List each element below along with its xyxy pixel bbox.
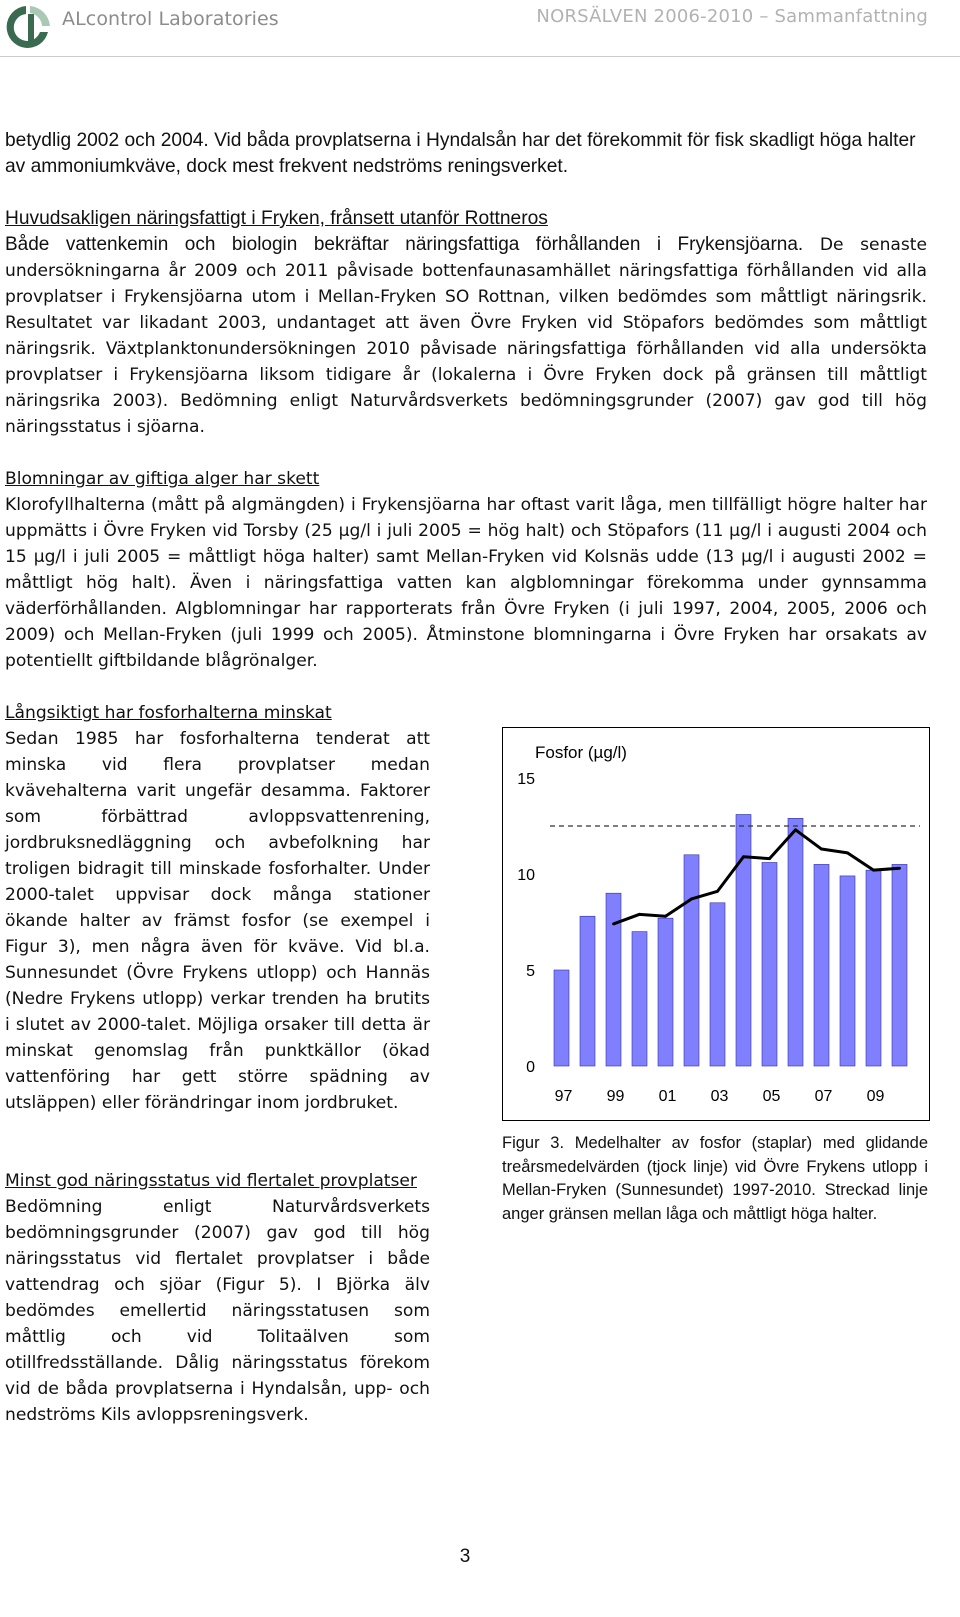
trend-point (898, 867, 901, 870)
trend-point (664, 915, 667, 918)
section-lead-text: Både vattenkemin och biologin bekräftar näringsfattiga förhållanden i Frykensjöarna. (5, 234, 804, 255)
bar (684, 855, 699, 1066)
phosphorus-chart (502, 727, 930, 1125)
logo-text: ALcontrol Laboratories (62, 8, 279, 30)
phosphorus-chart-svg (502, 727, 930, 1121)
section-algae (5, 466, 927, 674)
bar (866, 870, 881, 1066)
figure-caption: Figur 3. Medelhalter av fosfor (staplar) med glidande treårsmedelvärden (tjock linje) vid Övre Frykens utlopp i Mellan-Fryken (Sunnesundet) 1997-2010. Streckad linje anger gränsen mellan låga och måttligt höga halter. (502, 1134, 928, 1223)
bar (840, 876, 855, 1066)
x-tick-label: 05 (762, 1088, 781, 1105)
bar (788, 818, 803, 1066)
page-header (0, 0, 960, 58)
bar (554, 970, 569, 1066)
x-tick-label: 07 (814, 1088, 833, 1105)
y-tick-label: 0 (526, 1059, 535, 1076)
y-tick-label: 5 (526, 963, 535, 980)
section-body-text: De senaste undersökningarna år 2009 och 2011 påvisade bottenfaunasamhället näringsfattiga förhållanden vid alla provplatser i Frykensjöarna utom i Mellan-Fryken SO Rottnan, vilken bedömdes som måttligt näringsrik. Resultatet var likadant 2003, undantaget att även Övre Fryken vid Stöpafors bedömdes som måttligt näringsrik. Växtplanktonundersökningen 2010 påvisade näringsfattiga förhållanden vid alla undersökta provplatser i Frykensjöarna liksom tidigare år (lokalerna i Övre Fryken dock på gränsen till måttligt näringsrika 2003). Bedömning enligt Naturvårdsverkets bedömningsgrunder (2007) gav god till hög näringsstatus i sjöarna. (5, 235, 928, 437)
trend-point (690, 898, 693, 901)
section-heading: Minst god näringsstatus vid flertalet provplatser (5, 1171, 417, 1191)
trend-point (612, 923, 615, 926)
section-nutrient-status (5, 1168, 430, 1428)
alcontrol-logo-icon (4, 2, 54, 52)
section-heading: Blomningar av giftiga alger har skett (5, 469, 320, 489)
bar (736, 814, 751, 1066)
x-tick-label: 97 (554, 1088, 573, 1105)
x-tick-label: 03 (710, 1088, 729, 1105)
section-eutrophy (5, 206, 927, 232)
bar (892, 864, 907, 1066)
x-tick-label: 09 (866, 1088, 885, 1105)
bar (580, 916, 595, 1066)
bar (762, 862, 777, 1066)
bar (814, 864, 829, 1066)
bar (710, 903, 725, 1066)
bar (658, 918, 673, 1066)
section-phosphorus (5, 700, 430, 1116)
section-heading: Långsiktigt har fosforhalterna minskat (5, 703, 332, 723)
section-body-text: Bedömning enligt Naturvårdsverkets bedömningsgrunder (2007) gav god till hög näringsstatus vid flertalet provplatser i både vattendrag och sjöar (Figur 5). I Björka älv bedömdes emellertid näringsstatusen som måttlig och vid Tolitaälven som otillfredsställande. Dålig näringsstatus förekom vid de båda provplatserna i Hyndalsån, upp- och nedströms Kils avloppsreningsverk. (5, 1197, 430, 1425)
page-number: 3 (459, 1546, 471, 1567)
trend-point (872, 869, 875, 872)
trend-point (820, 848, 823, 851)
trend-point (638, 913, 641, 916)
y-tick-label: 15 (517, 771, 535, 788)
section-body-text: Sedan 1985 har fosforhalterna tenderat att minska vid flera provplatser medan kvävehalterna varit ungefär desamma. Faktorer som förbättrad avloppsvattenrening, jordbruksnedläggning och avbefolkning har troligen bidragit till minskade fosforhalter. Under 2000-talet uppvisar dock många stationer ökande halter av främst fosfor (se exempel i Figur 3), men några även för kväve. Vid bl.a. Sunnesundet (Övre Frykens utlopp) och Hannäs (Nedre Frykens utlopp) verkar trenden ha brutits i slutet av 2000-talet. Möjliga orsaker till detta är minskat genomslag från punktkällor (ökad vattenföring har gett större spädning av utsläppen) eller förändringar inom jordbruket. (5, 729, 430, 1113)
chart-title: Fosfor (µg/l) (535, 743, 627, 762)
x-tick-label: 01 (658, 1088, 677, 1105)
document-title: NORSÄLVEN 2006-2010 – Sammanfattning (536, 6, 928, 27)
x-tick-label: 99 (606, 1088, 625, 1105)
section-body-text: Klorofyllhalterna (mått på algmängden) i Frykensjöarna har oftast varit låga, men tillfälligt högre halter har uppmätts i Övre Fryken vid Torsby (25 µg/l i juli 2005 = hög halt) och Stöpafors (11 µg/l i augusti 2004 och 15 µg/l i juli 2005 = måttligt höga halter) samt Mellan-Fryken vid Kolsnäs udde (13 µg/l i augusti 2002 = måttligt hög halt). Även i näringsfattiga vatten kan algblomningar förekomma under gynnsamma väderförhållanden. Algblomningar har rapporterats från Övre Fryken (i juli 1997, 2004, 2005, 2006 och 2009) och Mellan-Fryken (juli 1999 och 2005). Åtminstone blomningarna i Övre Fryken har orsakats av potentiellt giftbildande blågrönalger. (5, 495, 927, 671)
trend-point (794, 828, 797, 831)
trend-point (846, 851, 849, 854)
section-heading: Huvudsakligen näringsfattigt i Fryken, frånsett utanför Rottneros (5, 208, 548, 229)
trend-point (768, 857, 771, 860)
y-tick-label: 10 (517, 867, 535, 884)
bar (606, 893, 621, 1066)
header-divider (0, 56, 960, 57)
trend-point (742, 855, 745, 858)
bar (632, 932, 647, 1066)
section-eutrophy-body (5, 232, 927, 440)
intro-paragraph: betydlig 2002 och 2004. Vid båda provplatserna i Hyndalsån har det förekommit för fisk skadligt höga halter av ammoniumkväve, dock mest frekvent nedströms reningsverket. (5, 130, 916, 177)
trend-point (716, 890, 719, 893)
